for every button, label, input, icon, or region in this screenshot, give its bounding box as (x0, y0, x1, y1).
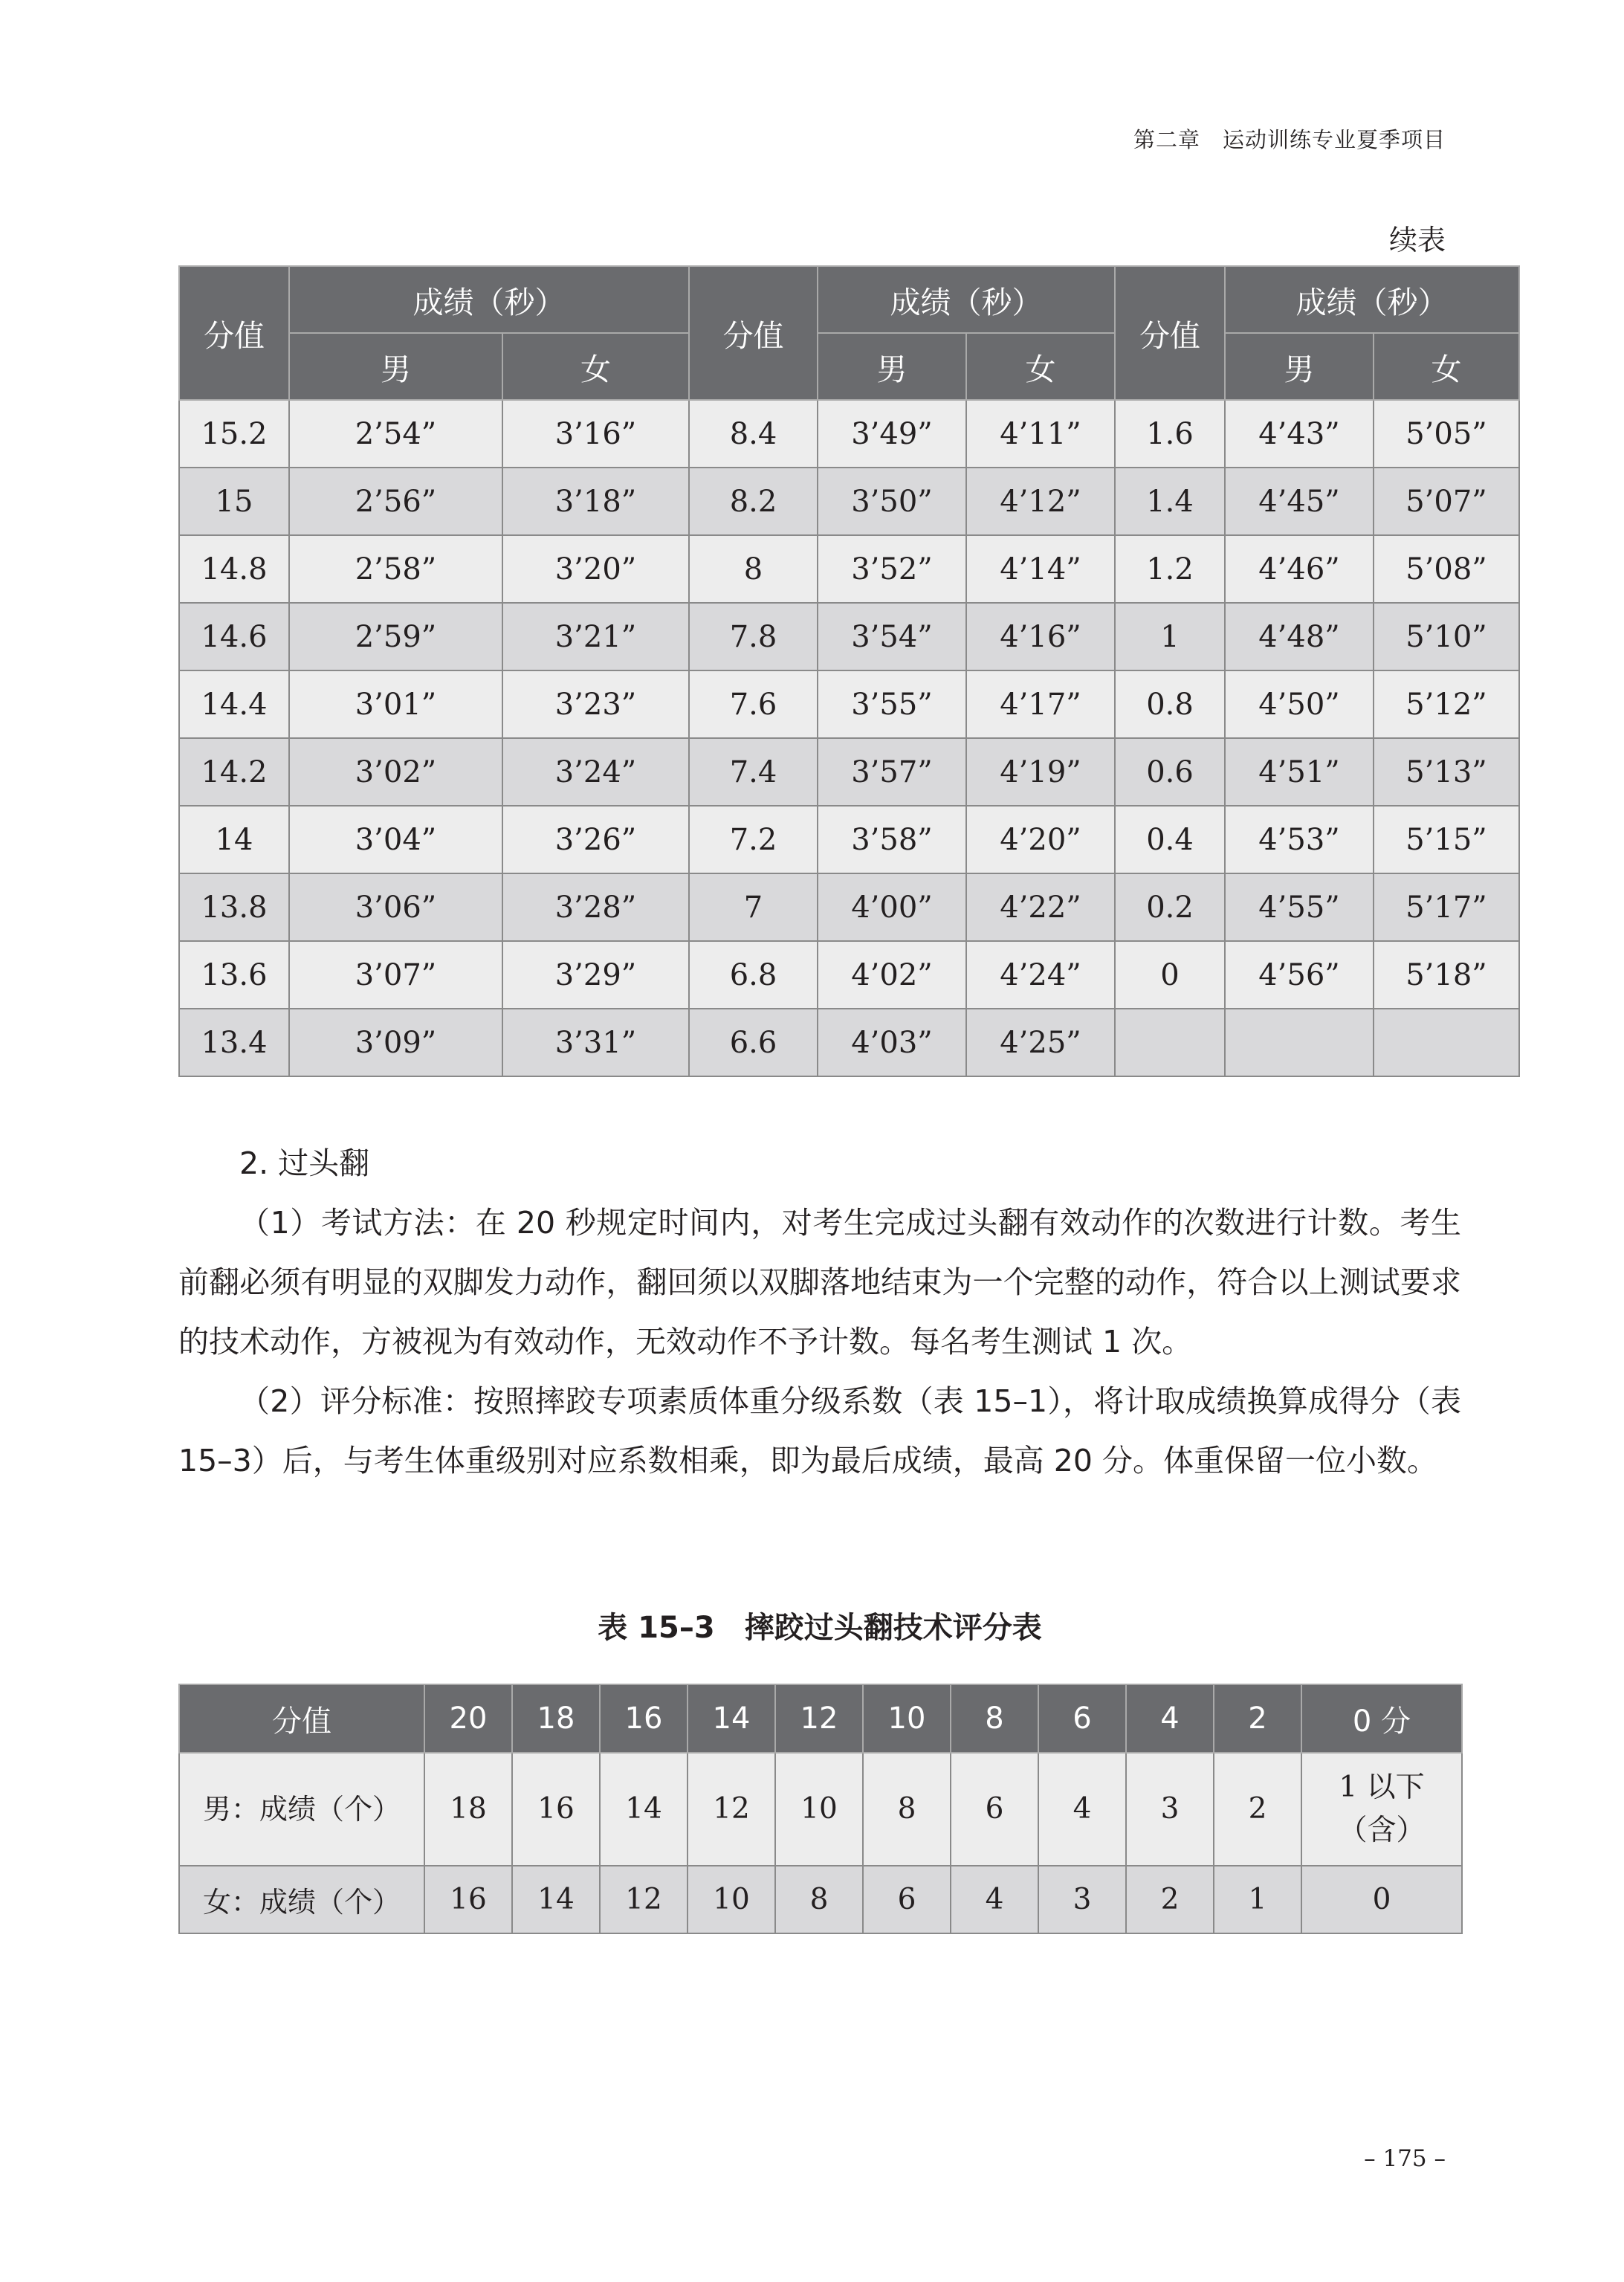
score-cell: 8.2 (689, 468, 818, 535)
score-cell: 7.2 (689, 806, 818, 873)
female-time-cell: 3’26” (502, 806, 689, 873)
header-female: 女 (966, 333, 1115, 400)
header-male: 男 (1225, 333, 1374, 400)
male-count-cell: 16 (512, 1753, 600, 1866)
male-count-cell: 2 (1214, 1753, 1301, 1866)
male-time-cell: 3’02” (289, 738, 502, 806)
table-row (179, 873, 1519, 941)
header-male: 男 (818, 333, 966, 400)
female-time-cell: 3’23” (502, 670, 689, 738)
female-time-cell: 4’24” (966, 941, 1115, 1009)
score-cell: 1.6 (1115, 400, 1225, 468)
score-cell: 0 (1115, 941, 1225, 1009)
score-header-cell: 12 (775, 1684, 863, 1753)
female-count-cell: 4 (951, 1866, 1038, 1933)
score-header-cell: 4 (1126, 1684, 1214, 1753)
score-cell: 0.2 (1115, 873, 1225, 941)
female-time-cell: 5’13” (1374, 738, 1519, 806)
male-count-cell: 4 (1038, 1753, 1126, 1866)
score-cell: 14 (179, 806, 289, 873)
score-header-cell: 14 (688, 1684, 775, 1753)
female-time-cell: 4’25” (966, 1009, 1115, 1076)
male-time-cell: 4’48” (1225, 603, 1374, 670)
score-cell: 15 (179, 468, 289, 535)
body-text (178, 1134, 1461, 1490)
female-time-cell: 3’20” (502, 535, 689, 603)
female-count-cell: 10 (688, 1866, 775, 1933)
male-time-cell: 3’57” (818, 738, 966, 806)
score-cell: 15.2 (179, 400, 289, 468)
male-count-cell: 8 (863, 1753, 951, 1866)
male-count-cell: 14 (600, 1753, 688, 1866)
female-row-label: 女：成绩（个） (179, 1866, 424, 1933)
female-time-cell: 4’12” (966, 468, 1115, 535)
technique-score-table (178, 1684, 1463, 1934)
male-last-line-2: （含） (1338, 1814, 1426, 1847)
technique-header-row (179, 1684, 1462, 1753)
score-cell: 7.8 (689, 603, 818, 670)
female-time-cell: 3’31” (502, 1009, 689, 1076)
score-cell: 6.6 (689, 1009, 818, 1076)
female-time-cell: 3’28” (502, 873, 689, 941)
male-last-line-1: 1 以下 (1339, 1771, 1425, 1804)
male-count-cell-last (1301, 1753, 1462, 1866)
female-count-cell: 8 (775, 1866, 863, 1933)
male-time-cell: 3’49” (818, 400, 966, 468)
female-count-cell: 14 (512, 1866, 600, 1933)
female-time-cell: 4’11” (966, 400, 1115, 468)
male-count-cell: 3 (1126, 1753, 1214, 1866)
header-result: 成绩（秒） (1225, 266, 1519, 333)
score-cell: 14.6 (179, 603, 289, 670)
score-header-cell: 20 (424, 1684, 512, 1753)
female-time-cell: 3’16” (502, 400, 689, 468)
section-heading: 2. 过头翻 (239, 1145, 370, 1181)
score-header-cell: 6 (1038, 1684, 1126, 1753)
table-row (179, 670, 1519, 738)
male-time-cell: 4’00” (818, 873, 966, 941)
table-row (179, 1009, 1519, 1076)
female-time-cell: 5’17” (1374, 873, 1519, 941)
score-cell: 1.2 (1115, 535, 1225, 603)
male-time-cell: 4’03” (818, 1009, 966, 1076)
score-header-cell: 10 (863, 1684, 951, 1753)
male-time-cell: 4’50” (1225, 670, 1374, 738)
score-cell: 7.6 (689, 670, 818, 738)
page-number: – 175 – (1364, 2145, 1446, 2172)
female-time-cell: 3’21” (502, 603, 689, 670)
table-row (179, 941, 1519, 1009)
female-time-cell: 4’20” (966, 806, 1115, 873)
female-count-cell: 12 (600, 1866, 688, 1933)
table-row (179, 400, 1519, 468)
header-female: 女 (502, 333, 689, 400)
score-cell: 14.2 (179, 738, 289, 806)
male-time-cell: 3’58” (818, 806, 966, 873)
female-time-cell: 4’14” (966, 535, 1115, 603)
score-cell: 1.4 (1115, 468, 1225, 535)
score-cell: 0.8 (1115, 670, 1225, 738)
male-time-cell: 4’43” (1225, 400, 1374, 468)
male-time-cell: 4’51” (1225, 738, 1374, 806)
female-time-cell: 3’24” (502, 738, 689, 806)
header-male: 男 (289, 333, 502, 400)
table-row (179, 603, 1519, 670)
male-time-cell: 3’54” (818, 603, 966, 670)
header-female: 女 (1374, 333, 1519, 400)
running-header: 第二章 运动训练专业夏季项目 (1133, 127, 1446, 152)
header-score: 分值 (179, 1684, 424, 1753)
score-cell: 13.6 (179, 941, 289, 1009)
score-header-cell: 0 分 (1301, 1684, 1462, 1753)
score-cell: 13.4 (179, 1009, 289, 1076)
male-time-cell: 4’46” (1225, 535, 1374, 603)
score-cell: 8 (689, 535, 818, 603)
male-time-cell: 4’02” (818, 941, 966, 1009)
male-time-cell: 3’04” (289, 806, 502, 873)
table-row (179, 738, 1519, 806)
female-time-cell: 4’19” (966, 738, 1115, 806)
female-result-row (179, 1866, 1462, 1933)
male-time-cell: 3’07” (289, 941, 502, 1009)
score-cell: 7 (689, 873, 818, 941)
header-result: 成绩（秒） (818, 266, 1115, 333)
table-caption: 表 15–3 摔跤过头翻技术评分表 (598, 1611, 1042, 1645)
score-header-cell: 16 (600, 1684, 688, 1753)
male-time-cell: 2’59” (289, 603, 502, 670)
female-time-cell: 3’29” (502, 941, 689, 1009)
score-cell (1115, 1009, 1225, 1076)
table-row (179, 535, 1519, 603)
paragraph-scoring-standard: （2）评分标准：按照摔跤专项素质体重分级系数（表 15–1），将计取成绩换算成得分（表 15–3）后，与考生体重级别对应系数相乘，即为最后成绩，最高 20 分。体重保留一位小数。 (178, 1383, 1461, 1478)
male-time-cell: 2’58” (289, 535, 502, 603)
score-header-cell: 2 (1214, 1684, 1301, 1753)
female-count-cell: 16 (424, 1866, 512, 1933)
header-score: 分值 (1115, 266, 1225, 400)
female-count-cell: 0 (1301, 1866, 1462, 1933)
male-time-cell: 3’52” (818, 535, 966, 603)
female-time-cell: 5’15” (1374, 806, 1519, 873)
score-cell: 6.8 (689, 941, 818, 1009)
female-time-cell: 4’17” (966, 670, 1115, 738)
male-time-cell: 2’56” (289, 468, 502, 535)
table-row (179, 468, 1519, 535)
male-result-row (179, 1753, 1462, 1866)
female-time-cell: 5’07” (1374, 468, 1519, 535)
male-row-label: 男：成绩（个） (179, 1753, 424, 1866)
score-header-cell: 8 (951, 1684, 1038, 1753)
female-time-cell (1374, 1009, 1519, 1076)
paragraph-test-method: （1）考试方法：在 20 秒规定时间内，对考生完成过头翻有效动作的次数进行计数。考生前翻必须有明显的双脚发力动作，翻回须以双脚落地结束为一个完整的动作，符合以上测试要求的技术动作，方被视为有效动作，无效动作不予计数。每名考生测试 1 次。 (178, 1205, 1461, 1360)
female-time-cell: 5’10” (1374, 603, 1519, 670)
score-cell: 1 (1115, 603, 1225, 670)
header-score: 分值 (689, 266, 818, 400)
male-time-cell: 2’54” (289, 400, 502, 468)
male-count-cell: 10 (775, 1753, 863, 1866)
header-score: 分值 (179, 266, 289, 400)
male-time-cell: 3’50” (818, 468, 966, 535)
female-time-cell: 3’18” (502, 468, 689, 535)
female-count-cell: 6 (863, 1866, 951, 1933)
female-count-cell: 3 (1038, 1866, 1126, 1933)
male-time-cell (1225, 1009, 1374, 1076)
female-time-cell: 5’12” (1374, 670, 1519, 738)
male-time-cell: 4’53” (1225, 806, 1374, 873)
male-time-cell: 4’56” (1225, 941, 1374, 1009)
male-time-cell: 3’01” (289, 670, 502, 738)
female-count-cell: 2 (1126, 1866, 1214, 1933)
male-time-cell: 3’06” (289, 873, 502, 941)
male-count-cell: 18 (424, 1753, 512, 1866)
score-cell: 14.8 (179, 535, 289, 603)
female-time-cell: 5’18” (1374, 941, 1519, 1009)
male-time-cell: 3’09” (289, 1009, 502, 1076)
score-table-continued (178, 265, 1520, 1077)
score-cell: 13.8 (179, 873, 289, 941)
score-cell: 7.4 (689, 738, 818, 806)
female-time-cell: 5’05” (1374, 400, 1519, 468)
score-cell: 0.6 (1115, 738, 1225, 806)
female-time-cell: 4’16” (966, 603, 1115, 670)
table-row (179, 806, 1519, 873)
male-time-cell: 4’45” (1225, 468, 1374, 535)
male-time-cell: 3’55” (818, 670, 966, 738)
female-time-cell: 5’08” (1374, 535, 1519, 603)
male-time-cell: 4’55” (1225, 873, 1374, 941)
score-table-body (179, 400, 1519, 1076)
score-cell: 8.4 (689, 400, 818, 468)
continued-table-label: 续表 (1388, 224, 1446, 256)
male-count-cell: 6 (951, 1753, 1038, 1866)
male-count-cell: 12 (688, 1753, 775, 1866)
score-cell: 0.4 (1115, 806, 1225, 873)
female-count-cell: 1 (1214, 1866, 1301, 1933)
header-result: 成绩（秒） (289, 266, 689, 333)
score-cell: 14.4 (179, 670, 289, 738)
score-header-cell: 18 (512, 1684, 600, 1753)
female-time-cell: 4’22” (966, 873, 1115, 941)
